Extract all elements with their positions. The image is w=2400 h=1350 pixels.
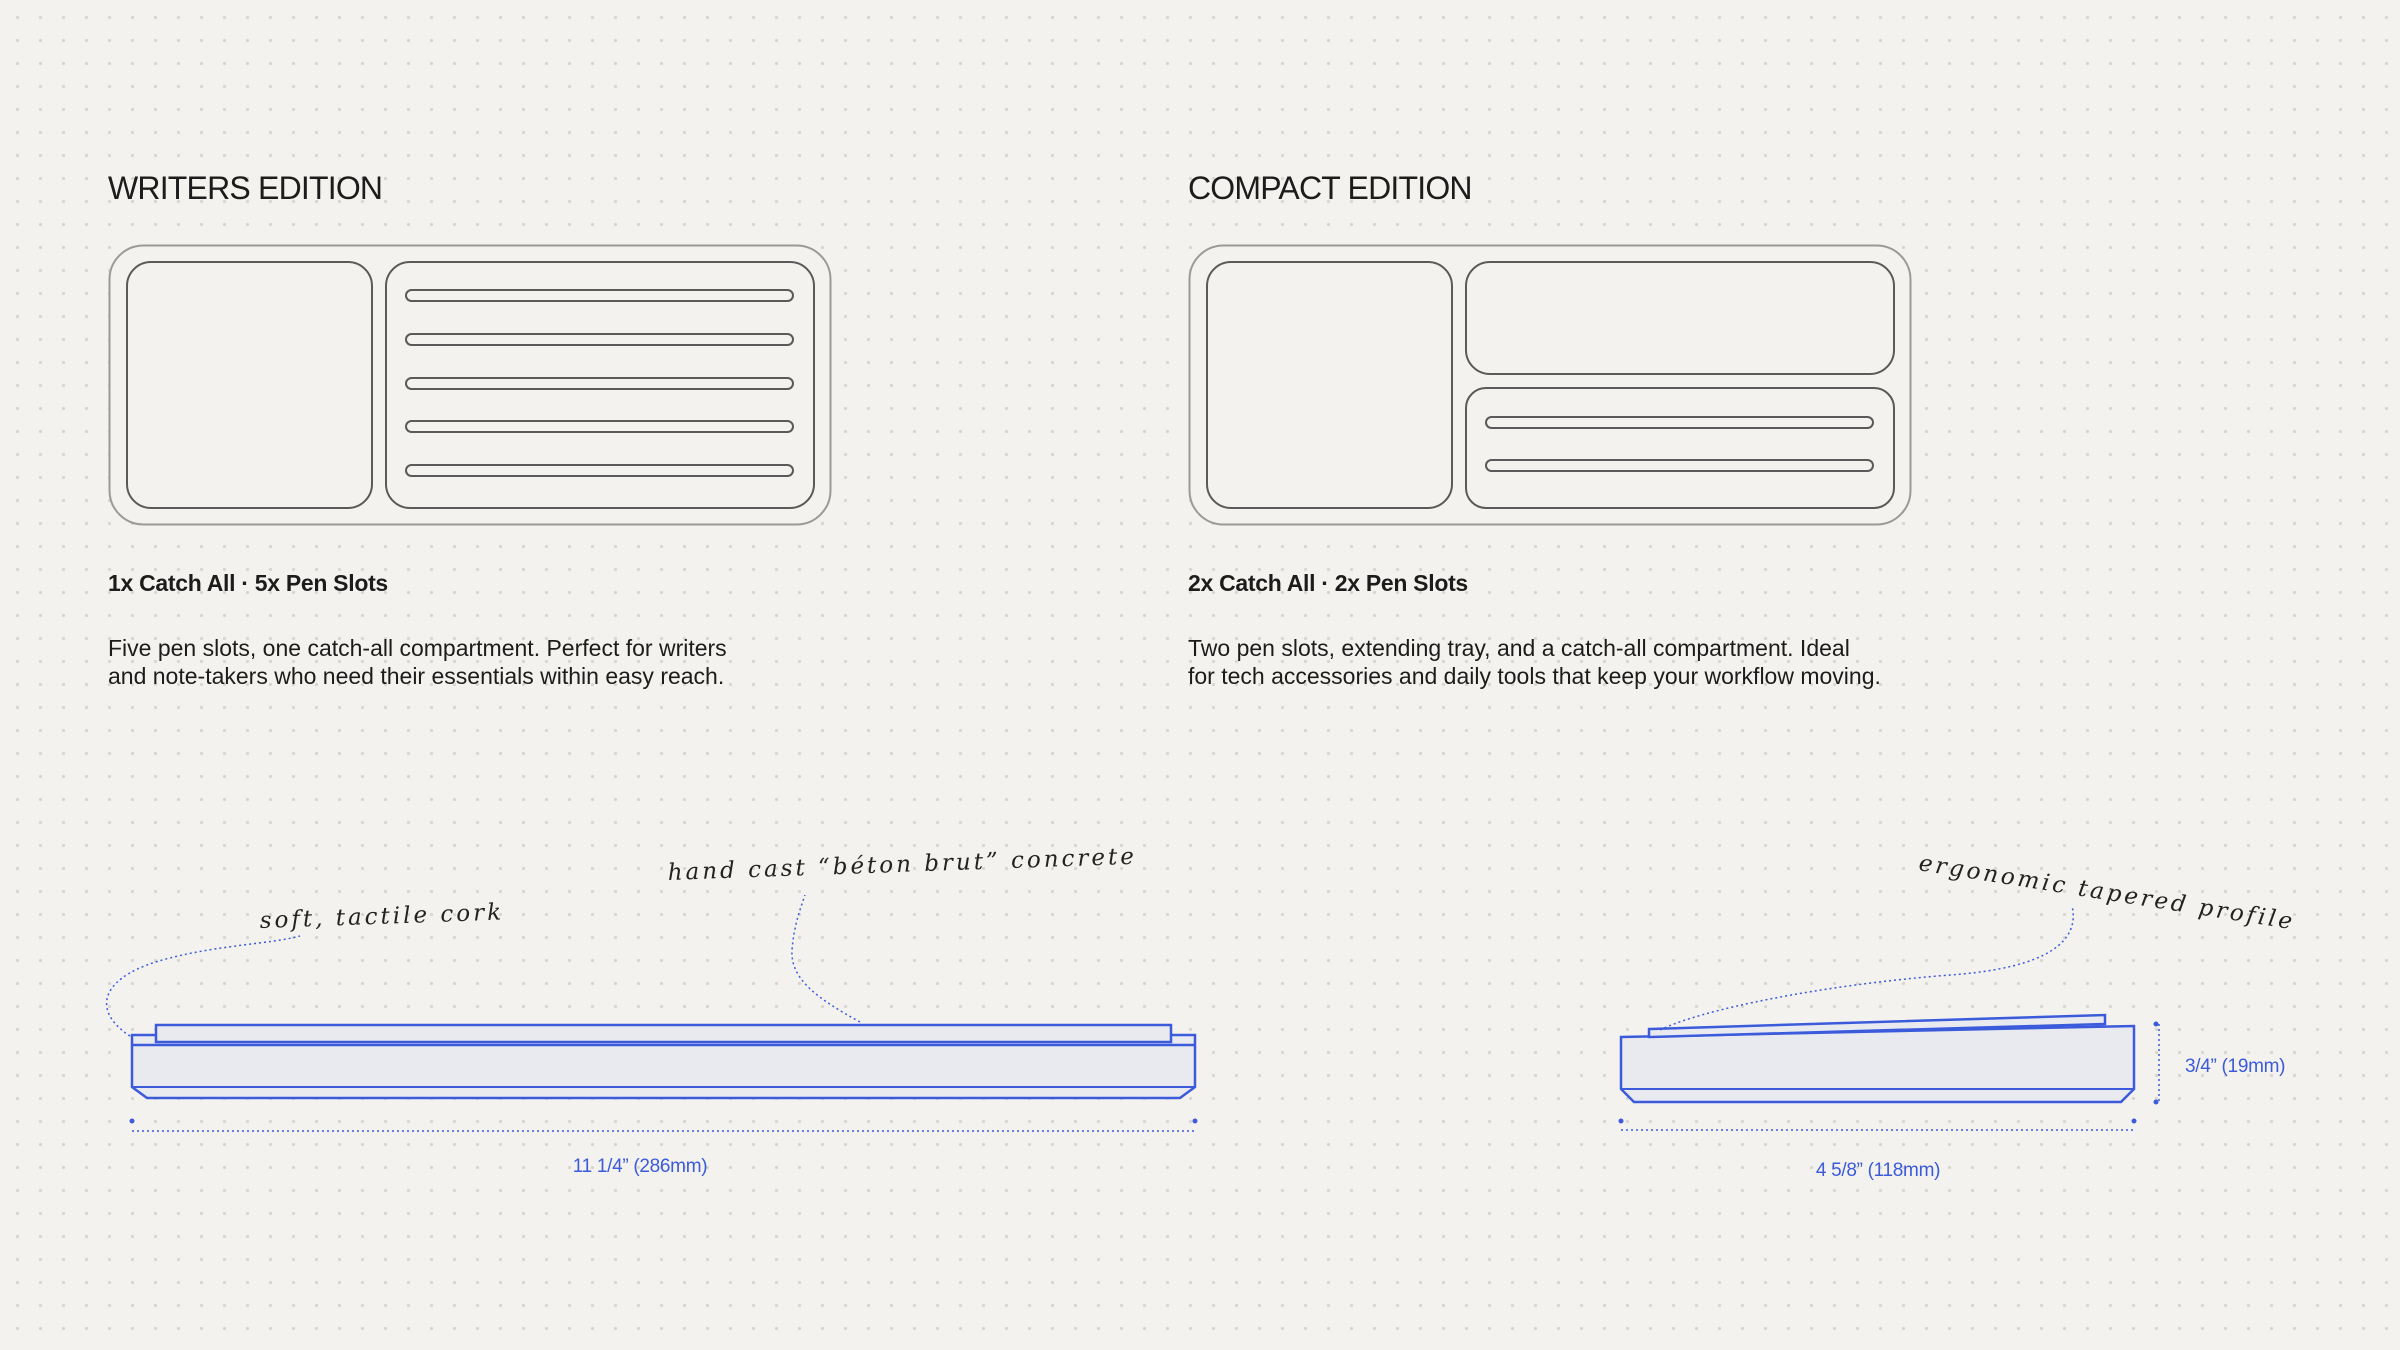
compact-edition-title: COMPACT EDITION	[1188, 170, 1472, 206]
compact-edition-spec: 2x Catch All · 2x Pen Slots	[1188, 570, 1468, 596]
compact-height-label: 3/4” (19mm)	[2185, 1056, 2286, 1077]
cork-annotation-leader	[107, 936, 300, 1036]
description-line: for tech accessories and daily tools that keep your workflow moving.	[1188, 663, 1881, 689]
description-line: Two pen slots, extending tray, and a catch-all compartment. Ideal	[1188, 635, 1850, 661]
description-line: Five pen slots, one catch-all compartment. Perfect for writers	[108, 635, 727, 661]
profile-annotation-leader	[1660, 906, 2073, 1030]
dimension-endpoint	[1193, 1119, 1198, 1124]
writers-edition-spec: 1x Catch All · 5x Pen Slots	[108, 570, 388, 596]
description-line: and note-takers who need their essentials within easy reach.	[108, 663, 725, 689]
writers-edition-title: WRITERS EDITION	[108, 170, 383, 206]
writers-width-label: 11 1/4” (286mm)	[572, 1156, 708, 1177]
dimension-endpoint	[2154, 1022, 2159, 1027]
cork-lid	[156, 1025, 1171, 1042]
writers-side-view	[107, 844, 1198, 1177]
dimension-endpoint	[2132, 1119, 2137, 1124]
cork-annotation: soft, tactile cork	[259, 899, 505, 934]
profile-annotation: ergonomic tapered profile	[1917, 850, 2297, 936]
dimension-endpoint	[1619, 1119, 1624, 1124]
dimension-endpoint	[2154, 1100, 2159, 1105]
dimension-endpoint	[130, 1119, 135, 1124]
compact-width-label: 4 5/8” (118mm)	[1815, 1160, 1941, 1181]
concrete-annotation: hand cast “béton brut” concrete	[667, 843, 1138, 886]
compact-side-view	[1619, 850, 2297, 1181]
concrete-base	[1621, 1026, 2134, 1102]
concrete-annotation-leader	[792, 895, 860, 1022]
